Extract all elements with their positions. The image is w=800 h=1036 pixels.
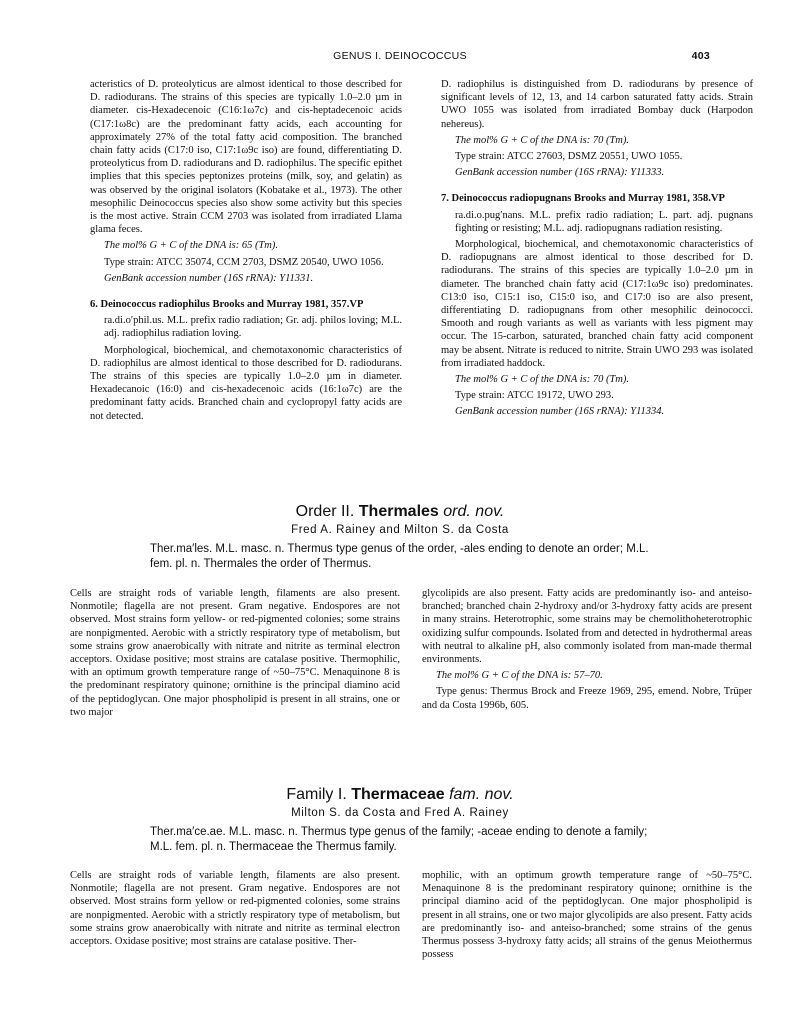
genbank-accession: GenBank accession number (16S rRNA): Y11334. <box>455 406 665 418</box>
order-title-suffix: ord. nov. <box>443 503 505 520</box>
paragraph: glycolipids are also present. Fatty acids are predominantly iso- and anteiso-branched; branched chain 2-hydroxy and/or 3-hydroxy fatty acids are present in many strains. Heterotrophic, some strains may be chemolithoheterotrophic oxidizing sulfur compounds. Isolated from and detected in hydrothermal areas with neutral to alkaline pH, also commonly isolated from man-made thermal environments. <box>422 588 752 666</box>
species-heading <box>441 192 753 205</box>
family-title-prefix: Family I. <box>286 786 347 803</box>
gc-content: The mol% G + C of the DNA is: 65 (Tm). <box>104 240 279 252</box>
family-description-right <box>422 869 752 964</box>
family-authors: Milton S. da Costa and Fred A. Rainey <box>291 807 509 819</box>
type-genus: Type genus: Thermus Brock and Freeze 1969, 295, emend. Nobre, Trüper and da Costa 1996b, 605. <box>422 686 752 711</box>
order-description-right <box>422 587 752 715</box>
species-heading-text: 7. Deinococcus radiopugnans Brooks and Murray 1981, 358.VP <box>441 193 725 205</box>
family-heading <box>70 786 730 855</box>
order-title-name: Thermales <box>358 503 439 520</box>
gc-content: The mol% G + C of the DNA is: 57–70. <box>436 670 603 682</box>
paragraph: D. radiophilus is distinguished from D. radiodurans by presence of significant levels of 12, 13, and 14 carbon saturated fatty acids. Strain UWO 1055 was isolated from irradiated Bombay duck (Harpodon nehereus). <box>441 79 753 130</box>
species-etymology: ra.di.o.pug′nans. M.L. prefix radio radiation; L. part. adj. pugnans fighting or resisting; M.L. adj. radiopugnans radiation resisting. <box>455 209 753 234</box>
order-description-left <box>70 587 400 722</box>
gc-content: The mol% G + C of the DNA is: 70 (Tm). <box>455 374 630 386</box>
page-number: 403 <box>691 50 710 62</box>
species-heading <box>90 298 402 311</box>
order-title-prefix: Order II. <box>295 503 355 520</box>
order-title <box>70 503 730 521</box>
family-description-left <box>70 869 400 951</box>
order-authors: Fred A. Rainey and Milton S. da Costa <box>291 524 509 536</box>
family-etymology: Ther.ma′ce.ae. M.L. masc. n. Thermus type genus of the family; -aceae ending to denote a family; M.L. fem. pl. n. Thermaceae the Thermus family. <box>150 826 648 853</box>
order-etymology: Ther.ma′les. M.L. masc. n. Thermus type genus of the order, -ales ending to denote an order; M.L. fem. pl. n. Thermales the order of Thermus. <box>150 543 649 570</box>
gc-content: The mol% G + C of the DNA is: 70 (Tm). <box>455 134 630 146</box>
paragraph: mophilic, with an optimum growth temperature range of ~50–75°C. Menaquinone 8 is the predominant respiratory quinone; ornithine is the principal diamino acid of the peptidoglycan. One major phospholipid is present in all strains, one or two major glycolipids are also present. Fatty acids are predominantly iso- and anteiso-branched; some strains of the genus Thermus possess 3-hydroxy fatty acids; all strains of the genus Meiothermus possess <box>422 870 752 961</box>
genbank-accession: GenBank accession number (16S rRNA): Y11333. <box>455 167 665 179</box>
species-etymology: ra.di.o′phil.us. M.L. prefix radio radiation; Gr. adj. philos loving; M.L. adj. radiophilus radiation loving. <box>104 315 402 340</box>
genbank-accession: GenBank accession number (16S rRNA): Y11331. <box>104 272 314 284</box>
type-strain: Type strain: ATCC 27603, DSMZ 20551, UWO 1055. <box>455 151 683 163</box>
family-title-suffix: fam. nov. <box>449 786 514 803</box>
family-title <box>70 786 730 804</box>
paragraph: Cells are straight rods of variable length, filaments are also present. Nonmotile; flagella are not present. Gram negative. Endospores are not observed. Most strains form yellow or red-pigmented colonies, some strains are nonpigmented. Aerobic with a strictly respiratory type of metabolism, but some strains grow anaerobically with nitrate and nitrite as terminal electron acceptors. Oxidase positive; most strains are catalase positive. Ther- <box>70 870 400 948</box>
running-title: GENUS I. DEINOCOCCUS <box>333 50 467 62</box>
type-strain: Type strain: ATCC 35074, CCM 2703, DSMZ 20540, UWO 1056. <box>104 256 384 268</box>
family-title-name: Thermaceae <box>351 786 445 803</box>
running-head <box>90 50 710 68</box>
type-strain: Type strain: ATCC 19172, UWO 293. <box>455 390 614 402</box>
species-heading-text: 6. Deinococcus radiophilus Brooks and Murray 1981, 357.VP <box>90 299 364 311</box>
left-column <box>90 78 402 426</box>
species-description: Morphological, biochemical, and chemotaxonomic characteristics of D. radiopugnans are almost identical to those described for D. radiodurans. The strains of this species are typically 1.0–2.0 µm in diameter. The branched chain fatty acid (C17:1ω9c iso) predominates. C13:0 iso, C15:1 iso, C15:0 iso, and C17:0 iso are also present, differentiating D. radiopugnans from other mesophilic deinococci. Smooth and rough variants as well as variants with less pigment may occur. The 15-carbon, saturated, branched chain fatty acid component may be absent. Nitrate is reduced to nitrite. Strain UWO 293 was isolated from irradiated haddock. <box>441 239 753 369</box>
right-column <box>441 78 753 422</box>
paragraph: acteristics of D. proteolyticus are almost identical to those described for D. radiodurans. The strains of this species are typically 1.0–2.0 µm in diameter. cis-Hexadecenoic (C16:1ω7c) and cis-heptadecenoic acids (C17:1ω8c) are the predominant fatty acids, each accounting for approximately 27% of the total fatty acid composition. The branched chain fatty acids (C17:0 iso, C17:1ω9c iso) are found, differentiating D. proteolyticus from D. radiodurans and D. radiophilus. The specific epithet implies that this species peptonizes proteins (milk, soy, and gelatin) as was observed by the original isolators (Kobatake et al., 1973). The other mesophilic Deinococcus species also show some activity but this species is the most active. Strain CCM 2703 was isolated from irradiated Llama glama feces. <box>90 79 402 236</box>
paragraph: Cells are straight rods of variable length, filaments are also present. Nonmotile; flagella are not present. Gram negative. Endospores are not observed. Most strains form yellow- or red-pigmented colonies; some strains are nonpigmented. Aerobic with a strictly respiratory type of metabolism, but some strains grow anaerobically with nitrate and nitrite as terminal electron acceptors. Oxidase positive; most strains are catalase positive. Thermophilic, with an optimum growth temperature range of ~50–75°C. Menaquinone 8 is the predominant respiratory quinone; ornithine is the principal diamino acid of the peptidoglycan. One major phospholipid is present in all strains, one or two major <box>70 588 400 718</box>
order-heading <box>70 503 730 572</box>
species-description: Morphological, biochemical, and chemotaxonomic characteristics of D. radiophilus are almost identical to those described for D. radiodurans. The strains of this species are typically 1.0–2.0 µm in diameter. Hexadecanoic (16:0) and cis-hexadecenoic acids (16:1ω7c) are the predominant fatty acids. Branched chain and cyclopropyl fatty acids are not detected. <box>90 344 402 422</box>
